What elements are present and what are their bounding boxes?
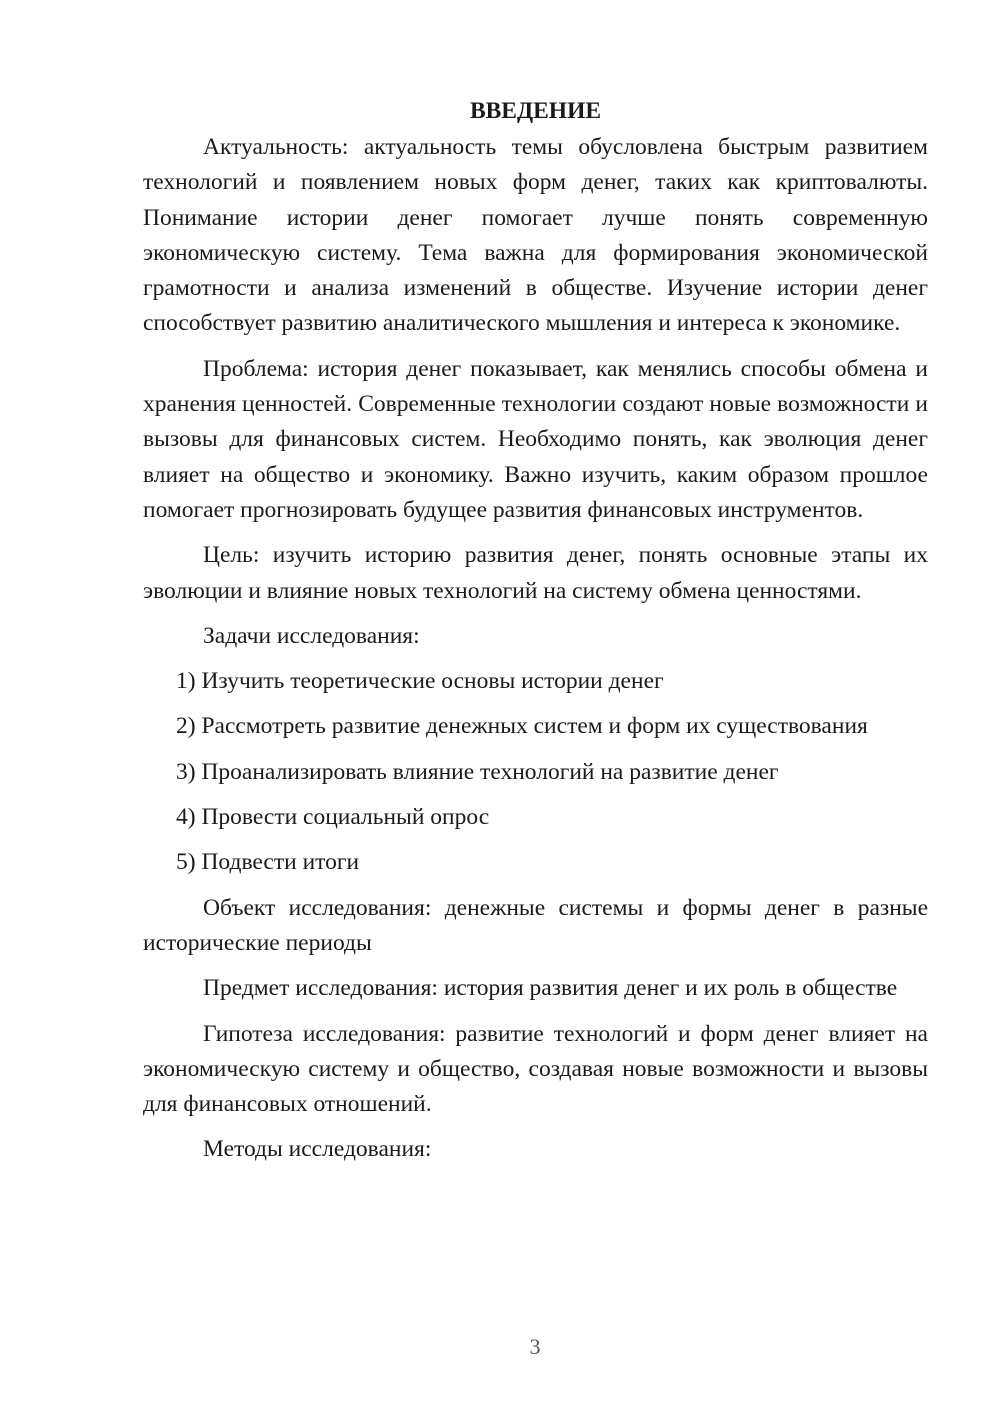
- tasks-list: [143, 664, 928, 880]
- object-paragraph: Объект исследования: денежные системы и формы денег в разные исторические периоды: [143, 894, 928, 956]
- relevance-paragraph: Актуальность: актуальность темы обусловлена быстрым развитием технологий и появлением новых форм денег, таких как криптовалюты. Понимание истории денег помогает лучше понять современную экономическую систему. Тема важна для формирования экономической грамотности и анализа изменений в обществе. Изучение истории денег способствует развитию аналитического мышления и интереса к экономике.: [143, 134, 928, 337]
- task-item: 2) Рассмотреть развитие денежных систем и форм их существования: [176, 713, 868, 740]
- task-item: 4) Провести социальный опрос: [176, 804, 490, 831]
- section-heading: ВВЕДЕНИЕ: [469, 98, 602, 124]
- goal-paragraph: Цель: изучить историю развития денег, понять основные этапы их эволюции и влияние новых технологий на систему обмена ценностями.: [143, 542, 928, 604]
- subject-paragraph: Предмет исследования: история развития денег и их роль в обществе: [203, 975, 898, 1002]
- task-item: 5) Подвести итоги: [176, 849, 360, 876]
- problem-paragraph: Проблема: история денег показывает, как менялись способы обмена и хранения ценностей. Современные технологии создают новые возможности и вызовы для финансовых систем. Необходимо понять, как эволюция денег влияет на общество и экономику. Важно изучить, каким образом прошлое помогает прогнозировать будущее развития финансовых инструментов.: [143, 355, 928, 523]
- hypothesis-paragraph: Гипотеза исследования: развитие технологий и форм денег влияет на экономическую систему и общество, создавая новые возможности и вызовы для финансовых отношений.: [143, 1020, 928, 1118]
- methods-label: Методы исследования:: [203, 1136, 432, 1163]
- task-item: 3) Проанализировать влияние технологий на развитие денег: [176, 758, 779, 785]
- tasks-label: Задачи исследования:: [203, 622, 420, 649]
- page-number: 3: [529, 1334, 541, 1359]
- page-content: [143, 96, 928, 1178]
- task-item: 1) Изучить теоретические основы истории денег: [176, 668, 664, 695]
